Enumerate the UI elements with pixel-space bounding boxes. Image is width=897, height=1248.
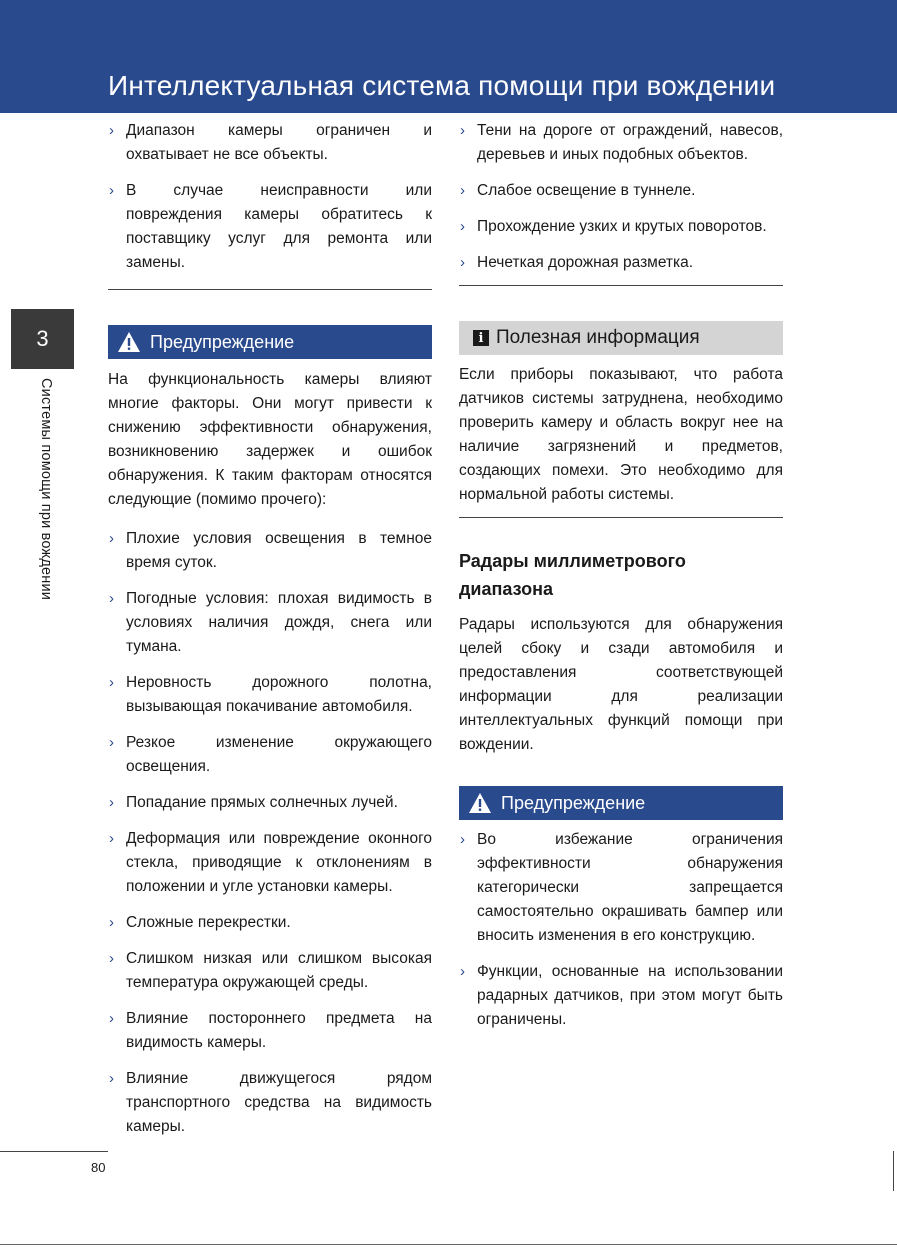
chevron-right-icon: › [109,794,114,811]
info-title: Полезная информация [496,327,700,348]
list-item: › Слабое освещение в туннеле. [459,179,783,203]
info-text: Если приборы показывают, что работа датчиков системы затруднена, необходимо проверить камеру и область вокруг нее на наличие загрязнений и предметов, создающих помехи. Это необходимо для нормальной работы системы. [459,366,783,503]
right-column [459,119,783,1032]
chapter-side-label: Системы помощи при вождении [38,378,54,601]
chevron-right-icon: › [460,122,465,139]
chapter-tab: 3 [11,309,74,369]
divider [108,289,432,290]
chevron-right-icon: › [109,950,114,967]
list-item: › Деформация или повреждение оконного стекла, приводящие к отклонениям в положении и угле установки камеры. [108,827,432,899]
section-title: Радары миллиметрового диапазона [459,551,686,599]
header-title: Интеллектуальная система помощи при вождении [108,70,776,101]
left-column [108,119,432,1139]
list-item: › Сложные перекрестки. [108,911,432,935]
chevron-right-icon: › [109,122,114,139]
chevron-right-icon: › [460,218,465,235]
chevron-right-icon: › [109,530,114,547]
warning-header [108,325,432,359]
chevron-right-icon: › [460,963,465,980]
right-top-bullets [459,119,783,275]
chevron-right-icon: › [109,182,114,199]
info-icon: i [473,330,489,346]
page-bottom-line [0,1244,897,1245]
warning-title: Предупреждение [501,792,646,813]
divider [459,517,783,518]
warning-header [459,786,783,820]
warning-triangle-icon [117,331,141,353]
chevron-right-icon: › [109,830,114,847]
list-item: › Влияние движущегося рядом транспортного средства на видимость камеры. [108,1067,432,1139]
list-item: › Во избежание ограничения эффективности обнаружения категорически запрещается самостоятельно окрашивать бампер или вносить изменения в его конструкцию. [459,828,783,948]
left-top-bullets [108,119,432,275]
footer-divider [0,1151,108,1152]
list-item: › Нечеткая дорожная разметка. [459,251,783,275]
radar-warning-list [459,828,783,1032]
divider [459,285,783,286]
factors-list [108,527,432,1139]
list-item: › Функции, основанные на использовании радарных датчиков, при этом могут быть ограничены. [459,960,783,1032]
chevron-right-icon: › [109,1070,114,1087]
list-item: › Диапазон камеры ограничен и охватывает не все объекты. [108,119,432,167]
crop-mark [893,1151,894,1191]
page-header [0,0,897,113]
warning-title: Предупреждение [150,331,295,352]
chevron-right-icon: › [109,1010,114,1027]
chevron-right-icon: › [109,590,114,607]
list-item: › Попадание прямых солнечных лучей. [108,791,432,815]
list-item: › Тени на дороге от ограждений, навесов, деревьев и иных подобных объектов. [459,119,783,167]
list-item: › Влияние постороннего предмета на видимость камеры. [108,1007,432,1055]
chevron-right-icon: › [460,182,465,199]
list-item: › Слишком низкая или слишком высокая температура окружающей среды. [108,947,432,995]
list-item: › Неровность дорожного полотна, вызывающая покачивание автомобиля. [108,671,432,719]
chevron-right-icon: › [460,831,465,848]
list-item: › Прохождение узких и крутых поворотов. [459,215,783,239]
chevron-right-icon: › [109,914,114,931]
info-header [459,321,783,355]
section-text: Радары используются для обнаружения целей сбоку и сзади автомобиля и предоставления соответствующей информации для реализации интеллектуальных функций помощи при вождении. [459,616,783,753]
list-item: › Погодные условия: плохая видимость в условиях наличия дождя, снега или тумана. [108,587,432,659]
warning-triangle-icon [468,792,492,814]
warning-intro: На функциональность камеры влияют многие факторы. Они могут привести к снижению эффективности обнаружения, возникновению задержек и ошибок обнаружения. К таким факторам относятся следующие (помимо прочего): [108,371,432,508]
list-item: › Плохие условия освещения в темное время суток. [108,527,432,575]
chevron-right-icon: › [109,734,114,751]
list-item: › Резкое изменение окружающего освещения. [108,731,432,779]
list-item: › В случае неисправности или повреждения камеры обратитесь к поставщику услуг для ремонта или замены. [108,179,432,275]
chevron-right-icon: › [460,254,465,271]
chevron-right-icon: › [109,674,114,691]
page-number: 80 [91,1160,106,1175]
